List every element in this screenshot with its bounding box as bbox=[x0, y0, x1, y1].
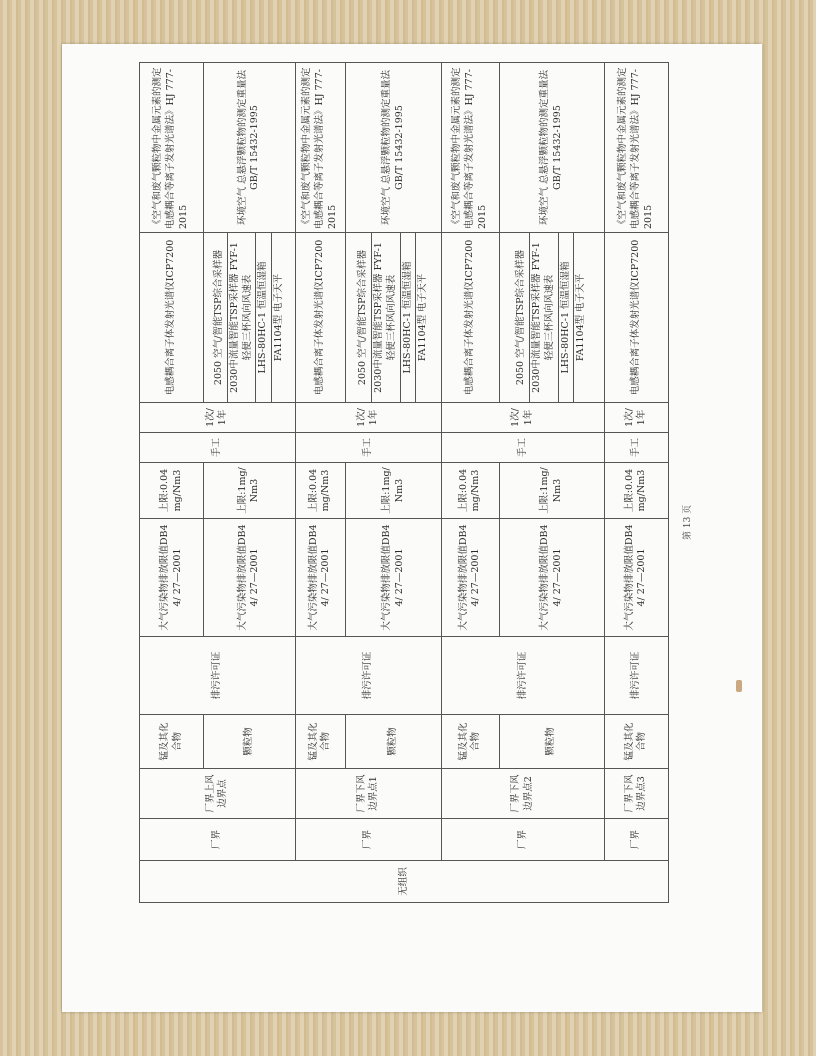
limit-cell: 上限:1mg/Nm3 bbox=[346, 463, 442, 519]
standard-cell: 大气污染物排放限值DB44/ 27—2001 bbox=[140, 519, 204, 637]
rotated-table-container bbox=[139, 63, 669, 903]
device-item: 2030中流量智能TSP采样器 FYF-1 轻便三杯风向风速表 bbox=[529, 233, 558, 402]
method-cell: 手工 bbox=[140, 433, 296, 463]
location-cell: 厂界 bbox=[604, 819, 668, 861]
method-cell: 手工 bbox=[295, 433, 442, 463]
method-standard-cell: 《空气和废气颗粒物中金属元素的测定电感耦合等离子发射光谱法》HJ 777-2015 bbox=[604, 63, 668, 233]
pollutant-cell: 锰及其化合物 bbox=[140, 715, 204, 769]
permit-cell: 排污许可证 bbox=[140, 637, 296, 715]
device-list-cell bbox=[499, 233, 604, 403]
device-item: 2050 空气/智能TSP综合采样器 bbox=[357, 249, 369, 386]
point-cell: 厂界下风边界点1 bbox=[295, 769, 442, 819]
point-cell: 厂界下风边界点3 bbox=[604, 769, 668, 819]
permit-cell: 排污许可证 bbox=[604, 637, 668, 715]
device-item: LHS-80HC-1 恒温恒湿箱 bbox=[255, 233, 271, 402]
limit-cell: 上限:1mg/Nm3 bbox=[204, 463, 296, 519]
device-item: 2030中流量智能TSP采样器 FYF-1 轻便三杯风向风速表 bbox=[371, 233, 400, 402]
device-item: 2030中流量智能TSP采样器 FYF-1 轻便三杯风向风速表 bbox=[227, 233, 256, 402]
table-row bbox=[140, 63, 204, 903]
table-row bbox=[295, 63, 345, 903]
permit-cell: 排污许可证 bbox=[442, 637, 605, 715]
limit-cell: 上限:0.04mg/Nm3 bbox=[140, 463, 204, 519]
standard-cell: 大气污染物排放限值DB44/ 27—2001 bbox=[204, 519, 296, 637]
point-cell: 厂界下风边界点2 bbox=[442, 769, 605, 819]
device-cell: 电感耦合离子体发射光谱仪ICP7200 bbox=[442, 233, 499, 403]
pollutant-cell: 锰及其化合物 bbox=[604, 715, 668, 769]
pollutant-cell: 颗粒物 bbox=[346, 715, 442, 769]
standard-cell: 大气污染物排放限值DB44/ 27—2001 bbox=[346, 519, 442, 637]
category-cell: 无组织 bbox=[140, 861, 669, 903]
device-cell: 电感耦合离子体发射光谱仪ICP7200 bbox=[604, 233, 668, 403]
limit-cell: 上限:1mg/Nm3 bbox=[499, 463, 604, 519]
location-cell: 厂界 bbox=[140, 819, 296, 861]
frequency-cell: 1次/1年 bbox=[140, 403, 296, 433]
limit-cell: 上限:0.04mg/Nm3 bbox=[604, 463, 668, 519]
method-standard-cell: 《空气和废气颗粒物中金属元素的测定电感耦合等离子发射光谱法》HJ 777-2015 bbox=[442, 63, 499, 233]
standard-cell: 大气污染物排放限值DB44/ 27—2001 bbox=[604, 519, 668, 637]
permit-cell: 排污许可证 bbox=[295, 637, 442, 715]
method-standard-cell: 《空气和废气颗粒物中金属元素的测定电感耦合等离子发射光谱法》HJ 777-2015 bbox=[295, 63, 345, 233]
pollutant-cell: 锰及其化合物 bbox=[295, 715, 345, 769]
location-cell: 厂界 bbox=[442, 819, 605, 861]
device-cell: 电感耦合离子体发射光谱仪ICP7200 bbox=[140, 233, 204, 403]
device-item: 2050 空气/智能TSP综合采样器 bbox=[212, 249, 224, 386]
device-item: FA1104型 电子天平 bbox=[573, 233, 589, 402]
device-cell: 电感耦合离子体发射光谱仪ICP7200 bbox=[295, 233, 345, 403]
pollutant-cell: 锰及其化合物 bbox=[442, 715, 499, 769]
pollutant-cell: 颗粒物 bbox=[204, 715, 296, 769]
limit-cell: 上限:0.04mg/Nm3 bbox=[295, 463, 345, 519]
device-item: LHS-80HC-1 恒温恒湿箱 bbox=[400, 233, 416, 402]
frequency-cell: 1次/1年 bbox=[295, 403, 442, 433]
location-cell: 厂界 bbox=[295, 819, 442, 861]
device-item: FA1104型 电子天平 bbox=[271, 233, 287, 402]
method-standard-cell: 环境空气 总悬浮颗粒物的测定重量法 GB/T 15432-1995 bbox=[346, 63, 442, 233]
page-number: 第 13 页 bbox=[683, 504, 693, 540]
method-cell: 手工 bbox=[604, 433, 668, 463]
monitoring-table bbox=[139, 62, 669, 903]
standard-cell: 大气污染物排放限值DB44/ 27—2001 bbox=[499, 519, 604, 637]
device-list-cell bbox=[204, 233, 296, 403]
device-item: FA1104型 电子天平 bbox=[415, 233, 431, 402]
table-row bbox=[442, 63, 499, 903]
point-cell: 厂界上风边界点 bbox=[140, 769, 296, 819]
frequency-cell: 1次/1年 bbox=[442, 403, 605, 433]
method-standard-cell: 环境空气 总悬浮颗粒物的测定重量法 GB/T 15432-1995 bbox=[499, 63, 604, 233]
method-cell: 手工 bbox=[442, 433, 605, 463]
method-standard-cell: 环境空气 总悬浮颗粒物的测定重量法 GB/T 15432-1995 bbox=[204, 63, 296, 233]
device-item: 2050 空气/智能TSP综合采样器 bbox=[515, 249, 527, 386]
device-item: LHS-80HC-1 恒温恒湿箱 bbox=[558, 233, 574, 402]
standard-cell: 大气污染物排放限值DB44/ 27—2001 bbox=[442, 519, 499, 637]
frequency-cell: 1次/1年 bbox=[604, 403, 668, 433]
pollutant-cell: 颗粒物 bbox=[499, 715, 604, 769]
device-list-cell bbox=[346, 233, 442, 403]
method-standard-cell: 《空气和废气颗粒物中金属元素的测定电感耦合等离子发射光谱法》HJ 777-2015 bbox=[140, 63, 204, 233]
table-row bbox=[604, 63, 668, 903]
paper-mark bbox=[736, 680, 742, 692]
limit-cell: 上限:0.04mg/Nm3 bbox=[442, 463, 499, 519]
standard-cell: 大气污染物排放限值DB44/ 27—2001 bbox=[295, 519, 345, 637]
